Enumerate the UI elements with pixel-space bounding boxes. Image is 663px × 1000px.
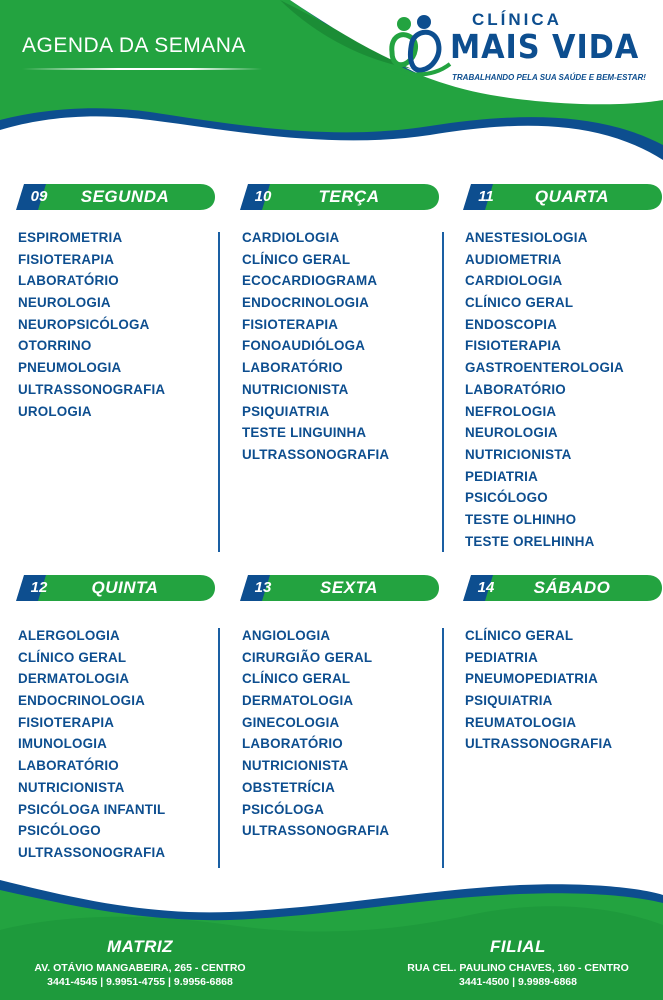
day-header xyxy=(234,182,439,212)
specialty-item: PSICÓLOGA xyxy=(242,801,325,817)
specialty-item: CLÍNICO GERAL xyxy=(18,649,127,665)
day-header xyxy=(457,182,662,212)
specialty-item: CLÍNICO GERAL xyxy=(465,628,574,643)
specialty-item: FONOAUDIÓLOGA xyxy=(242,338,366,354)
specialty-item: ENDOCRINOLOGIA xyxy=(18,693,146,709)
day-number: 09 xyxy=(30,188,48,205)
specialty-item: ALERGOLOGIA xyxy=(18,628,120,643)
specialty-list xyxy=(18,625,165,864)
day-name: QUARTA xyxy=(534,187,610,206)
specialty-item: FISIOTERAPIA xyxy=(465,338,562,354)
page-title: AGENDA DA SEMANA xyxy=(22,34,246,57)
day-number: 14 xyxy=(477,579,495,596)
specialty-item: LABORATÓRIO xyxy=(18,273,119,289)
specialty-item: OBSTETRÍCIA xyxy=(242,779,335,795)
specialty-item: ULTRASSONOGRAFIA xyxy=(242,446,390,462)
specialty-item: PSICÓLOGO xyxy=(18,823,101,839)
day-column-segunda xyxy=(10,182,215,419)
specialty-item: PSIQUIATRIA xyxy=(242,403,330,419)
specialty-item: CLÍNICO GERAL xyxy=(242,251,351,267)
specialty-item: ULTRASSONOGRAFIA xyxy=(242,823,390,839)
column-divider xyxy=(442,628,444,868)
specialty-item: CARDIOLOGIA xyxy=(242,230,340,245)
specialty-item: GASTROENTEROLOGIA xyxy=(465,360,624,376)
day-header xyxy=(457,573,662,603)
specialty-item: PNEUMOPEDIATRIA xyxy=(465,671,598,687)
day-name: QUINTA xyxy=(91,578,159,597)
day-name: SEXTA xyxy=(320,578,378,597)
specialty-item: NUTRICIONISTA xyxy=(242,758,349,774)
specialty-item: FISIOTERAPIA xyxy=(18,714,115,730)
specialty-item: CARDIOLOGIA xyxy=(465,273,563,289)
specialty-item: PNEUMOLOGIA xyxy=(18,360,122,376)
day-number: 12 xyxy=(30,579,48,596)
specialty-item: UROLOGIA xyxy=(18,403,92,419)
specialty-item: ENDOSCOPIA xyxy=(465,316,558,332)
matriz-title: MATRIZ xyxy=(107,937,173,956)
specialty-item: CIRURGIÃO GERAL xyxy=(242,649,373,665)
column-divider xyxy=(218,628,220,868)
day-header xyxy=(10,573,215,603)
day-column-sexta xyxy=(234,573,439,839)
column-divider xyxy=(442,232,444,552)
day-column-quarta xyxy=(457,182,662,549)
day-number: 13 xyxy=(254,579,272,596)
matriz-phones: 3441-4545 | 9.9951-4755 | 9.9956-6868 xyxy=(47,976,233,988)
day-column-terca xyxy=(234,182,439,462)
logo-mais-vida-text: MAIS VIDA xyxy=(450,27,640,66)
specialty-item: AUDIOMETRIA xyxy=(465,251,562,267)
day-name: SÁBADO xyxy=(533,578,611,597)
day-number: 10 xyxy=(254,188,272,205)
day-header xyxy=(234,573,439,603)
specialty-item: OTORRINO xyxy=(18,338,92,354)
specialty-item: NUTRICIONISTA xyxy=(18,779,125,795)
specialty-item: ECOCARDIOGRAMA xyxy=(242,273,378,289)
filial-phones: 3441-4500 | 9.9989-6868 xyxy=(459,976,577,988)
specialty-list xyxy=(465,625,612,755)
specialty-item: LABORATÓRIO xyxy=(18,758,119,774)
specialty-item: ENDOCRINOLOGIA xyxy=(242,295,370,311)
matriz-address: AV. OTÁVIO MANGABEIRA, 265 - CENTRO xyxy=(34,962,246,974)
specialty-item: ULTRASSONOGRAFIA xyxy=(465,736,613,752)
specialty-item: CLÍNICO GERAL xyxy=(242,671,351,687)
specialty-item: LABORATÓRIO xyxy=(242,360,343,376)
specialty-item: NEUROPSICÓLOGA xyxy=(18,316,150,332)
specialty-list xyxy=(242,625,389,842)
specialty-item: TESTE ORELHINHA xyxy=(465,533,595,549)
specialty-item: ULTRASSONOGRAFIA xyxy=(18,844,166,860)
filial-title: FILIAL xyxy=(490,937,546,956)
specialty-item: CLÍNICO GERAL xyxy=(465,295,574,311)
specialty-list xyxy=(18,227,165,422)
specialty-item: NEFROLOGIA xyxy=(465,403,557,419)
specialty-item: TESTE OLHINHO xyxy=(465,511,577,527)
clinic-logo-icon xyxy=(382,12,452,82)
day-header xyxy=(10,182,215,212)
day-column-quinta xyxy=(10,573,215,860)
logo-tagline: TRABALHANDO PELA SUA SAÚDE E BEM-ESTAR! xyxy=(452,73,646,82)
specialty-item: NEUROLOGIA xyxy=(465,425,558,441)
specialty-item: FISIOTERAPIA xyxy=(18,251,115,267)
specialty-item: ANESTESIOLOGIA xyxy=(465,230,588,245)
specialty-list xyxy=(465,227,624,552)
specialty-item: PEDIATRIA xyxy=(465,649,538,665)
specialty-item: ULTRASSONOGRAFIA xyxy=(18,381,166,397)
specialty-item: NUTRICIONISTA xyxy=(465,446,572,462)
specialty-item: PSICÓLOGO xyxy=(465,490,548,506)
footer-matriz xyxy=(20,937,260,988)
specialty-item: REUMATOLOGIA xyxy=(465,714,577,730)
specialty-item: DERMATOLOGIA xyxy=(18,671,130,687)
specialty-item: DERMATOLOGIA xyxy=(242,693,354,709)
day-name: SEGUNDA xyxy=(80,187,170,206)
footer-filial xyxy=(398,937,638,988)
day-number: 11 xyxy=(478,188,494,205)
specialty-item: ESPIROMETRIA xyxy=(18,230,123,245)
specialty-list xyxy=(242,227,389,466)
specialty-item: LABORATÓRIO xyxy=(465,381,566,397)
logo-clinica-text: CLÍNICA xyxy=(472,10,562,29)
specialty-item: NUTRICIONISTA xyxy=(242,381,349,397)
specialty-item: PSICÓLOGA INFANTIL xyxy=(18,801,166,817)
filial-address: RUA CEL. PAULINO CHAVES, 160 - CENTRO xyxy=(407,962,629,974)
title-underline xyxy=(22,68,262,70)
specialty-item: LABORATÓRIO xyxy=(242,736,343,752)
specialty-item: ANGIOLOGIA xyxy=(242,628,331,643)
specialty-item: TESTE LINGUINHA xyxy=(242,425,367,441)
day-column-sabado xyxy=(457,573,662,752)
specialty-item: GINECOLOGIA xyxy=(242,714,340,730)
specialty-item: IMUNOLOGIA xyxy=(18,736,108,752)
specialty-item: PEDIATRIA xyxy=(465,468,538,484)
day-name: TERÇA xyxy=(318,187,380,206)
specialty-item: FISIOTERAPIA xyxy=(242,316,339,332)
column-divider xyxy=(218,232,220,552)
specialty-item: PSIQUIATRIA xyxy=(465,693,553,709)
specialty-item: NEUROLOGIA xyxy=(18,295,111,311)
